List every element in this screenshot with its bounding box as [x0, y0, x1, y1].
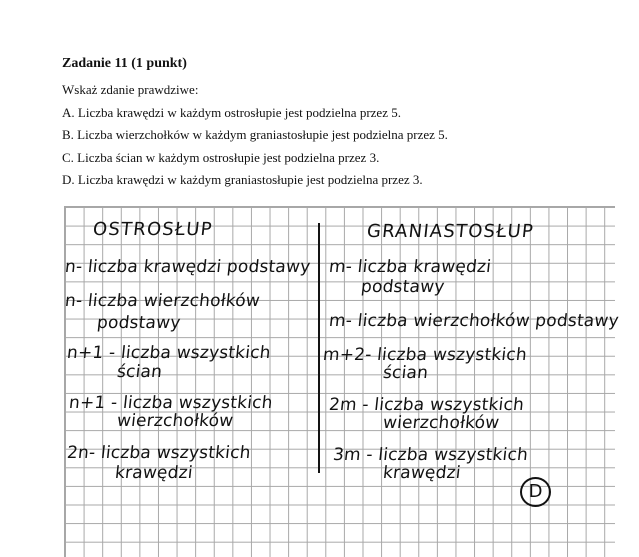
task-title: Zadanie 11 (1 punkt): [62, 56, 187, 71]
column-divider: [318, 223, 320, 473]
right-note-5: ścian: [381, 363, 430, 383]
left-heading: OSTROSŁUP: [91, 219, 214, 240]
task-block: [62, 55, 622, 192]
answer-circle: D: [520, 477, 551, 507]
left-note-5: ścian: [115, 362, 164, 382]
option-a: A. Liczba krawędzi w każdym ostrosłupie jest podzielna przez 5.: [62, 104, 401, 120]
left-note-6: n+1 - liczba wszystkich: [67, 393, 274, 413]
option-c: C. Liczba ścian w każdym ostrosłupie jest podzielna przez 3.: [62, 149, 380, 165]
right-note-9: krawędzi: [381, 463, 462, 483]
option-d: D. Liczba krawędzi w każdym graniastosłupie jest podzielna przez 3.: [62, 172, 423, 187]
left-note-2: n- liczba wierzchołków: [63, 291, 261, 311]
left-note-8: 2n- liczba wszystkich: [65, 443, 252, 463]
right-note-4: m+2- liczba wszystkich: [321, 345, 528, 365]
left-note-7: wierzchołków: [115, 411, 235, 431]
right-note-6: 2m - liczba wszystkich: [327, 395, 526, 415]
right-note-8: 3m - liczba wszystkich: [331, 445, 530, 465]
task-prompt: Wskaż zdanie prawdziwe:: [62, 82, 199, 97]
left-note-1: n- liczba krawędzi podstawy: [63, 257, 312, 277]
left-note-9: krawędzi: [113, 463, 194, 483]
right-note-7: wierzchołków: [381, 413, 501, 433]
option-b: B. Liczba wierzchołków w każdym graniastosłupie jest podzielna przez 5.: [62, 127, 448, 142]
right-heading: GRANIASTOSŁUP: [365, 221, 535, 242]
left-note-4: n+1 - liczba wszystkich: [65, 343, 272, 363]
grid-paper: [63, 206, 620, 557]
right-note-3: m- liczba wierzchołków podstawy: [327, 311, 620, 331]
right-note-1: m- liczba krawędzi: [327, 257, 493, 277]
left-note-3: podstawy: [95, 313, 182, 333]
right-note-2: podstawy: [359, 277, 446, 297]
